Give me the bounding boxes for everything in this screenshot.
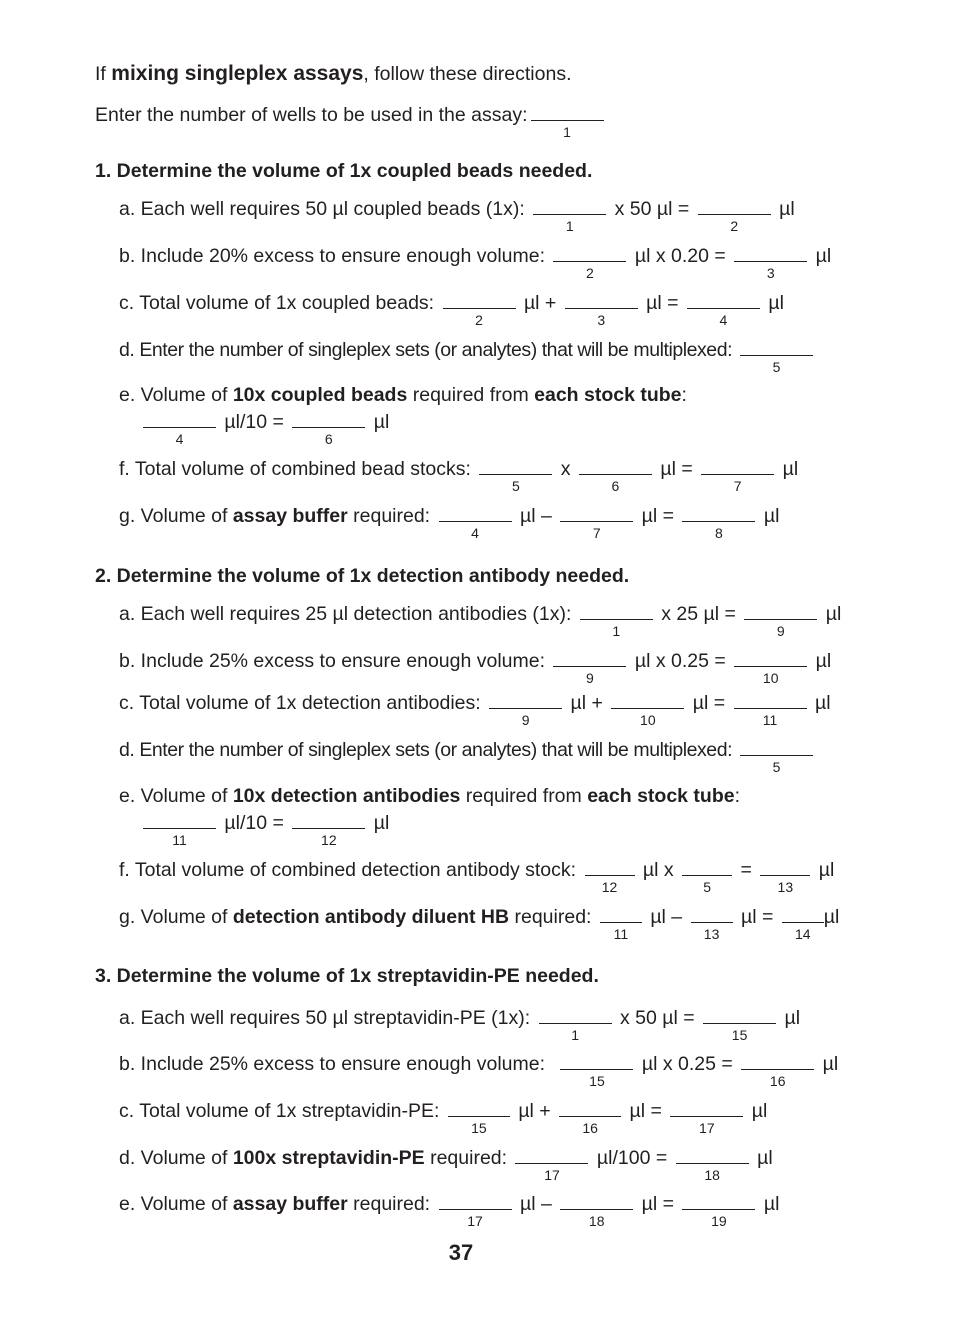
unit: µl: [815, 245, 832, 267]
blank-8[interactable]: [682, 503, 755, 541]
blank-15[interactable]: [703, 1005, 776, 1043]
blank-4[interactable]: [687, 290, 760, 328]
blank-5[interactable]: [740, 737, 813, 775]
step-op: µl =: [641, 505, 675, 527]
step-text: a. Each well requires 50 µl coupled beads (1x):: [119, 198, 525, 220]
blank-2[interactable]: [443, 290, 516, 328]
unit: µl: [763, 505, 780, 527]
unit: µl: [779, 198, 795, 220]
wells-text: Enter the number of wells to be used in the assay:: [95, 104, 528, 126]
step-op: µl/10 =: [224, 812, 284, 834]
blank-17[interactable]: [515, 1145, 588, 1183]
step-text: required:: [347, 505, 431, 527]
blank-number: 4: [719, 312, 728, 328]
blank-9[interactable]: [553, 648, 626, 686]
unit: µl: [768, 292, 784, 314]
blank-number: 5: [772, 359, 781, 375]
blank-number: 15: [471, 1120, 487, 1136]
blank-number: 11: [613, 926, 629, 942]
step-op: µl +: [518, 1100, 551, 1122]
blank-9[interactable]: [744, 601, 817, 639]
blank-3[interactable]: [734, 243, 807, 281]
blank-number: 16: [582, 1120, 598, 1136]
blank-number: 3: [597, 312, 606, 328]
step-op: µl –: [650, 906, 683, 928]
step-op: µl x 0.20 =: [634, 245, 726, 267]
step-op: µl –: [519, 505, 552, 527]
wells-line: [95, 102, 607, 140]
s2-step-e-formula: [140, 810, 390, 848]
blank-number: 3: [766, 265, 775, 281]
unit: µl: [751, 1100, 768, 1122]
blank-number: 1: [565, 218, 574, 234]
blank-number: 6: [611, 478, 620, 494]
s1-step-c: [119, 290, 784, 328]
blank-number: 5: [772, 759, 781, 775]
blank-number: 12: [321, 832, 337, 848]
step-op: µl x 0.25 =: [634, 650, 726, 672]
step-op: µl =: [646, 292, 679, 314]
s2-step-c: [119, 690, 831, 728]
blank-10[interactable]: [734, 648, 807, 686]
blank-number: 11: [762, 712, 778, 728]
step-bold: assay buffer: [232, 505, 348, 527]
step-bold: 10x coupled beads: [232, 384, 408, 406]
blank-number: 2: [475, 312, 483, 328]
unit: µl: [814, 692, 831, 714]
blank-number: 1: [563, 124, 571, 140]
blank-number: 8: [715, 525, 723, 541]
blank-10[interactable]: [611, 690, 684, 728]
blank-1[interactable]: [580, 601, 653, 639]
s2-step-f: [119, 857, 835, 895]
blank-number: 17: [699, 1120, 715, 1136]
blank-number: 13: [777, 879, 794, 895]
blank-number: 18: [588, 1213, 605, 1229]
unit: µl: [818, 859, 835, 881]
blank-17[interactable]: [670, 1098, 743, 1136]
page-number: 37: [448, 1240, 474, 1265]
section-1-heading: 1. Determine the volume of 1x coupled beads needed.: [95, 160, 593, 182]
step-op: =: [740, 859, 752, 881]
step-op: µl =: [741, 906, 774, 928]
blank-7[interactable]: [701, 456, 774, 494]
blank-16[interactable]: [559, 1098, 621, 1136]
unit: µl: [784, 1007, 801, 1029]
step-text: d. Volume of: [119, 1147, 233, 1169]
blank-number: 9: [521, 712, 530, 728]
blank-6[interactable]: [579, 456, 652, 494]
blank-number: 2: [730, 218, 739, 234]
step-text: b. Include 20% excess to ensure enough volume:: [119, 245, 546, 267]
s3-step-c: [119, 1098, 768, 1136]
step-op: µl/10 =: [224, 411, 284, 433]
blank-number: 15: [589, 1073, 605, 1089]
blank-13[interactable]: [760, 857, 810, 895]
intro-prefix: If: [95, 63, 112, 85]
s3-step-e: [119, 1191, 780, 1229]
blank-number: 4: [175, 431, 184, 447]
unit: µl: [373, 411, 390, 433]
blank-5[interactable]: [479, 456, 552, 494]
blank-number: 5: [703, 879, 711, 895]
step-op: µl =: [641, 1193, 675, 1215]
blank-number: 13: [703, 926, 720, 942]
step-text: b. Include 25% excess to ensure enough volume:: [119, 1053, 546, 1075]
blank-11[interactable]: [600, 904, 642, 942]
blank-1[interactable]: [539, 1005, 612, 1043]
step-text: f. Total volume of combined bead stocks:: [119, 458, 471, 480]
blank-11[interactable]: [734, 690, 807, 728]
step-bold: each stock tube: [587, 785, 735, 807]
blank-number: 17: [544, 1167, 560, 1183]
blank-2[interactable]: [698, 196, 771, 234]
blank-2[interactable]: [553, 243, 626, 281]
blank-9[interactable]: [489, 690, 562, 728]
blank-number: 4: [471, 525, 479, 541]
step-op: µl +: [570, 692, 603, 714]
s1-step-a: [119, 196, 795, 234]
blank-number: 9: [776, 623, 785, 639]
step-text: required from: [460, 785, 588, 807]
blank-number: 9: [586, 670, 594, 686]
step-text: :: [734, 785, 741, 807]
intro-bold: mixing singleplex assays: [111, 62, 364, 85]
section-2-heading: 2. Determine the volume of 1x detection antibody needed.: [95, 565, 630, 587]
blank-19[interactable]: [682, 1191, 755, 1229]
unit: µl: [823, 906, 840, 928]
blank-number: 2: [586, 265, 594, 281]
step-bold: 100x streptavidin-PE: [232, 1147, 425, 1169]
blank-3[interactable]: [565, 290, 638, 328]
unit: µl: [822, 1053, 839, 1075]
step-bold: detection antibody diluent HB: [232, 906, 510, 928]
intro-suffix: , follow these directions.: [363, 63, 572, 85]
s2-step-g: [119, 904, 840, 942]
unit: µl: [373, 812, 390, 834]
step-text: required:: [509, 906, 592, 928]
step-text: c. Total volume of 1x detection antibodies:: [119, 692, 481, 714]
step-bold: assay buffer: [232, 1193, 348, 1215]
blank-1[interactable]: [533, 196, 606, 234]
blank-number: 15: [731, 1027, 748, 1043]
step-op: µl –: [519, 1193, 552, 1215]
blank-number: 1: [571, 1027, 579, 1043]
step-op: x 25 µl =: [661, 603, 736, 625]
blank-number: 19: [711, 1213, 727, 1229]
step-text: b. Include 25% excess to ensure enough volume:: [119, 650, 546, 672]
blank-18[interactable]: [676, 1145, 749, 1183]
step-text: e. Volume of: [119, 384, 233, 406]
blank-5[interactable]: [740, 337, 813, 375]
step-op: µl x 0.25 =: [641, 1053, 733, 1075]
unit: µl: [763, 1193, 780, 1215]
step-text: c. Total volume of 1x coupled beads:: [119, 292, 435, 314]
step-op: µl =: [692, 692, 726, 714]
blank-11[interactable]: [143, 810, 216, 848]
blank-number: 14: [795, 926, 811, 942]
s3-step-d: [119, 1145, 773, 1183]
step-op: µl =: [629, 1100, 662, 1122]
blank-7[interactable]: [560, 503, 633, 541]
step-op: µl x: [642, 859, 674, 881]
s3-step-b: [119, 1051, 839, 1089]
s3-step-a: [119, 1005, 801, 1043]
blank-number: 17: [467, 1213, 483, 1229]
step-text: required from: [407, 384, 535, 406]
s2-step-b: [119, 648, 832, 686]
s1-step-e: [119, 383, 687, 407]
s1-step-b: [119, 243, 832, 281]
blank-number: 18: [704, 1167, 720, 1183]
unit: µl: [782, 458, 799, 480]
blank-6[interactable]: [292, 409, 365, 447]
step-bold: 10x detection antibodies: [232, 785, 461, 807]
blank-15[interactable]: [560, 1051, 633, 1089]
blank-13[interactable]: [691, 904, 733, 942]
step-op: µl/100 =: [596, 1147, 668, 1169]
step-text: a. Each well requires 25 µl detection antibodies (1x):: [119, 603, 572, 625]
unit: µl: [815, 650, 832, 672]
step-text: required:: [424, 1147, 508, 1169]
step-text: e. Volume of: [119, 785, 233, 807]
blank-4[interactable]: [143, 409, 216, 447]
step-text: g. Volume of: [119, 505, 233, 527]
blank-number: 6: [324, 431, 333, 447]
step-op: x 50 µl =: [620, 1007, 695, 1029]
step-text: a. Each well requires 50 µl streptavidin-PE (1x):: [119, 1007, 531, 1029]
step-text: e. Volume of: [119, 1193, 233, 1215]
intro-line: [95, 62, 572, 86]
blank-number: 16: [769, 1073, 786, 1089]
blank-14[interactable]: [782, 904, 824, 942]
blank-number: 1: [612, 623, 621, 639]
blank-17[interactable]: [439, 1191, 512, 1229]
s1-step-e-formula: [140, 409, 390, 447]
unit: µl: [825, 603, 842, 625]
blank-number: 7: [592, 525, 601, 541]
blank-5[interactable]: [682, 857, 732, 895]
s1-step-g: [119, 503, 780, 541]
unit: µl: [757, 1147, 773, 1169]
blank-15[interactable]: [448, 1098, 510, 1136]
blank-number: 10: [762, 670, 779, 686]
s2-step-d: [119, 737, 816, 775]
step-op: µl =: [660, 458, 693, 480]
blank-number: 5: [511, 478, 520, 494]
step-text: :: [681, 384, 687, 406]
s1-step-d: [119, 337, 816, 375]
blank-number: 12: [601, 879, 618, 895]
step-text: f. Total volume of combined detection antibody stock:: [119, 859, 577, 881]
blank-number: 7: [733, 478, 742, 494]
step-text: d. Enter the number of singleplex sets (or analytes) that will be multiplexed:: [119, 339, 733, 361]
blank-16[interactable]: [741, 1051, 814, 1089]
step-text: g. Volume of: [119, 906, 233, 928]
blank-18[interactable]: [560, 1191, 633, 1229]
wells-blank[interactable]: [531, 102, 604, 140]
step-text: d. Enter the number of singleplex sets (or analytes) that will be multiplexed:: [119, 739, 733, 761]
blank-12[interactable]: [585, 857, 635, 895]
s1-step-f: [119, 456, 799, 494]
blank-number: 10: [640, 712, 656, 728]
step-op: x: [560, 458, 571, 480]
blank-12[interactable]: [292, 810, 365, 848]
step-op: µl +: [523, 292, 557, 314]
step-bold: each stock tube: [534, 384, 682, 406]
blank-number: 11: [172, 832, 187, 848]
blank-4[interactable]: [439, 503, 512, 541]
step-op: x 50 µl =: [614, 198, 690, 220]
step-text: c. Total volume of 1x streptavidin-PE:: [119, 1100, 440, 1122]
s2-step-e: [119, 784, 740, 808]
s2-step-a: [119, 601, 842, 639]
step-text: required:: [347, 1193, 431, 1215]
section-3-heading: 3. Determine the volume of 1x streptavidin-PE needed.: [95, 965, 599, 987]
